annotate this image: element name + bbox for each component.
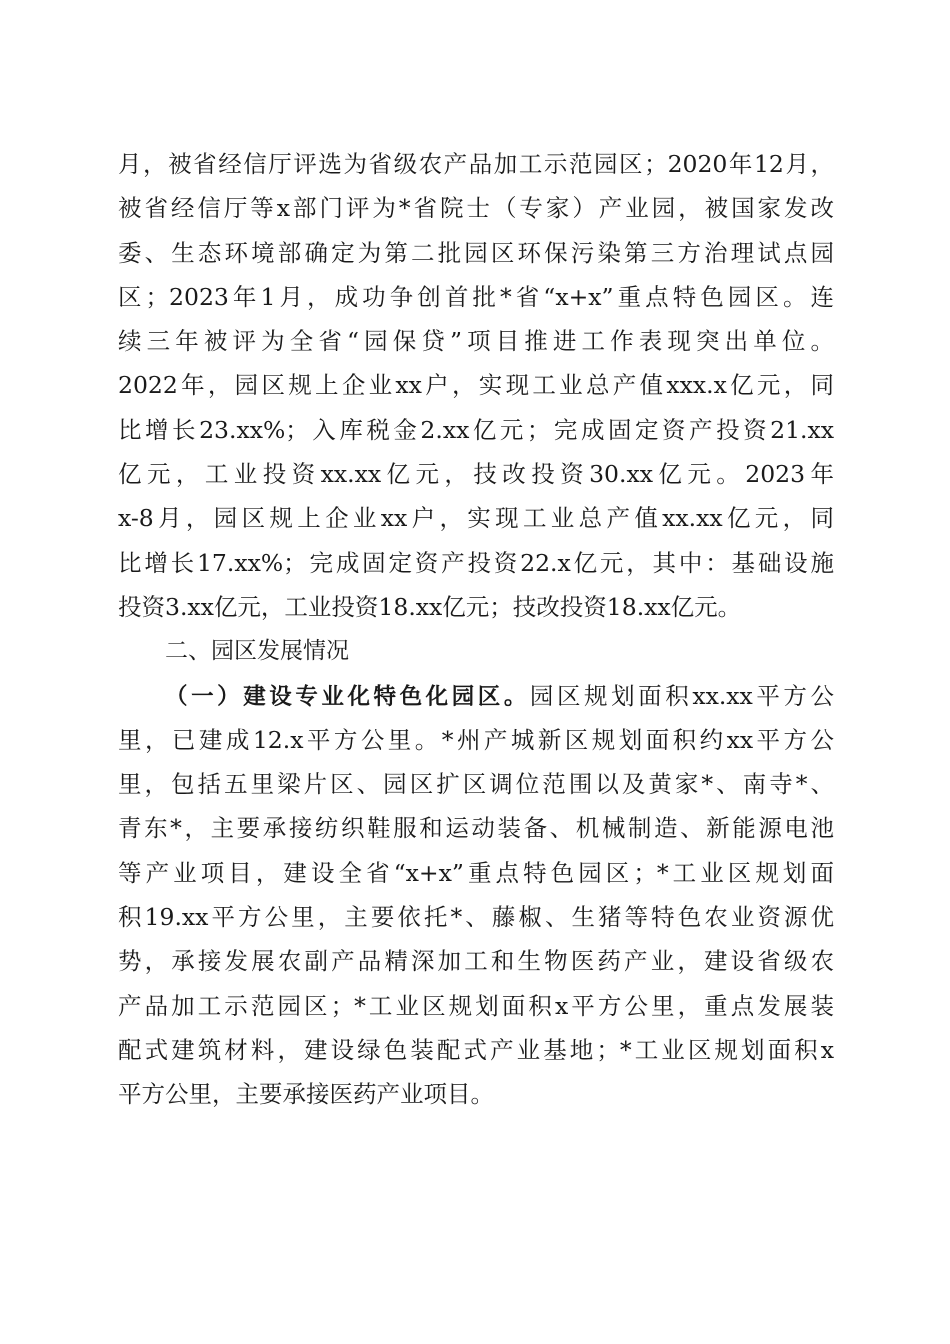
- subsection-lead-title: （一）建设专业化特色化园区。: [165, 683, 530, 710]
- section-heading-park-development: 二、园区发展情况: [165, 638, 349, 665]
- text-line: 月，被省经信厅评选为省级农产品加工示范园区；2020年12月，: [118, 150, 834, 178]
- paragraph-park-honors-and-stats: [118, 142, 834, 629]
- text-line: 投资3.xx亿元，工业投资18.xx亿元；技改投资18.xx亿元。: [118, 592, 742, 621]
- text-line: 亿元，工业投资xx.xx亿元，技改投资30.xx亿元。2023年: [118, 460, 834, 489]
- text-line: 2022年，园区规上企业xx户，实现工业总产值xxx.x亿元，同: [118, 371, 834, 400]
- text-line: 青东*，主要承接纺织鞋服和运动装备、机械制造、新能源电池: [118, 814, 834, 843]
- paragraph-specialized-park-construction: [118, 674, 834, 1117]
- text-line: 产品加工示范园区；*工业区规划面积x平方公里，重点发展装: [118, 991, 834, 1020]
- text-line: 等产业项目，建设全省“x+x”重点特色园区；*工业区规划面: [118, 858, 834, 887]
- text-line: 平方公里，主要承接医药产业项目。: [118, 1080, 494, 1109]
- text-line: 里，包括五里梁片区、园区扩区调位范围以及黄家*、南寺*、: [118, 770, 834, 799]
- text-line: 积19.xx平方公里，主要依托*、藤椒、生猪等特色农业资源优: [118, 903, 834, 932]
- text-line: 区；2023年1月，成功争创首批*省“x+x”重点特色园区。连: [118, 282, 834, 311]
- text-line: 委、生态环境部确定为第二批园区环保污染第三方治理试点园: [118, 238, 834, 267]
- text-line: 里，已建成12.x平方公里。*州产城新区规划面积约xx平方公: [118, 725, 834, 754]
- text-line: 势，承接发展农副产品精深加工和生物医药产业，建设省级农: [118, 947, 834, 976]
- text-run: 园区规划面积xx.xx平方公: [529, 681, 834, 710]
- text-line: x-8月，园区规上企业xx户，实现工业总产值xx.xx亿元，同: [118, 504, 834, 533]
- text-line: 配式建筑材料，建设绿色装配式产业基地；*工业区规划面积x: [118, 1035, 834, 1064]
- text-line: 续三年被评为全省“园保贷”项目推进工作表现突出单位。: [118, 327, 834, 356]
- text-line: 比增长17.xx%；完成固定资产投资22.x亿元，其中：基础设施: [118, 548, 834, 577]
- text-line: 比增长23.xx%；入库税金2.xx亿元；完成固定资产投资21.xx: [118, 415, 834, 444]
- text-line: [118, 674, 834, 718]
- document-body: [118, 142, 834, 1117]
- text-line: 被省经信厅等x部门评为*省院士（专家）产业园，被国家发改: [118, 194, 834, 223]
